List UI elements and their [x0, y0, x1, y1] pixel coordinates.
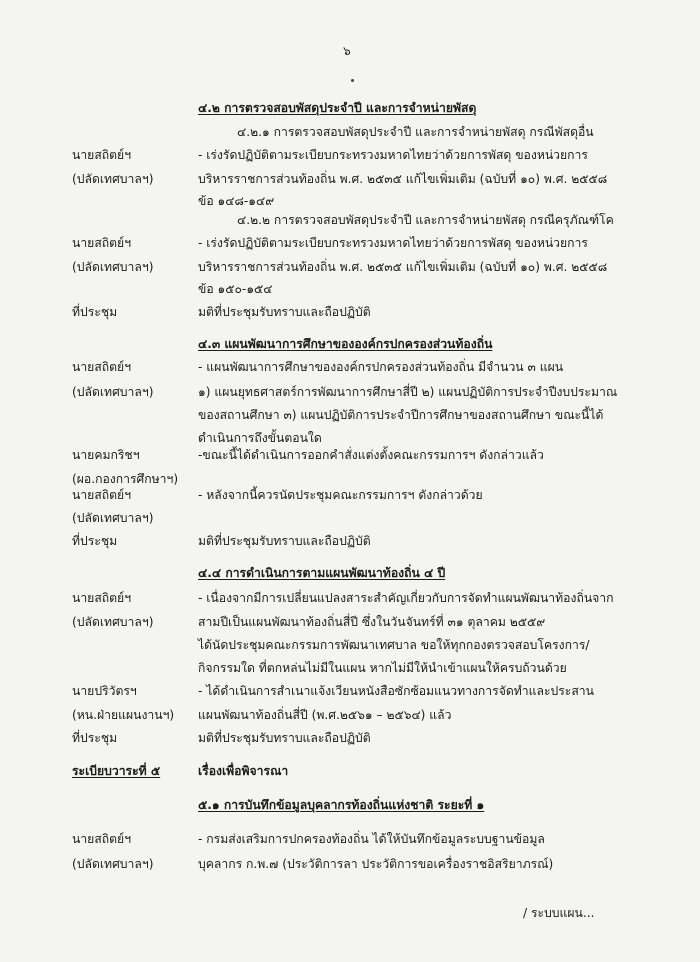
speaker-role: (ปลัดเทศบาลฯ) — [72, 511, 154, 525]
body-line: ๑) แผนยุทธศาสตร์การพัฒนาการศึกษาสี่ปี ๒) แผนปฏิบัติการประจำปีงบประมาณ — [198, 385, 618, 399]
body-line: บริหารราชการส่วนท้องถิ่น พ.ศ. ๒๕๓๕ แก้ไขเพิ่มเติม (ฉบับที่ ๑๐) พ.ศ. ๒๕๕๘ — [198, 260, 608, 274]
body-line: ของสถานศึกษา ๓) แผนปฏิบัติการประจำปีการศึกษาของสถานศึกษา ขณะนี้ได้ — [198, 408, 604, 422]
body-line: - กรมส่งเสริมการปกครองท้องถิ่น ได้ให้บันทึกข้อมูลระบบฐานข้อมูล — [198, 832, 545, 846]
subsection-title: ๔.๒.๑ การตรวจสอบพัสดุประจำปี และการจำหน่ายพัสดุ กรณีพัสดุอื่น — [237, 125, 594, 139]
speaker-name: นายสถิตย์ฯ — [72, 488, 132, 502]
body-line: - เนื่องจากมีการเปลี่ยนแปลงสาระสำคัญเกี่ยวกับการจัดทำแผนพัฒนาท้องถิ่นจาก — [198, 591, 614, 605]
body-line: ข้อ ๑๔๘-๑๔๙ — [198, 194, 275, 208]
section-heading-4-3: ๔.๓ แผนพัฒนาการศึกษาขององค์กรปกครองส่วนท้องถิ่น — [198, 337, 493, 351]
speaker-name: นายสถิตย์ฯ — [72, 236, 132, 250]
speaker-name: นายปริวัตรฯ — [72, 684, 137, 698]
section-heading-4-2: ๔.๒ การตรวจสอบพัสดุประจำปี และการจำหน่ายพัสดุ — [198, 101, 477, 115]
meeting-result: มติที่ประชุมรับทราบและถือปฏิบัติ — [198, 731, 371, 745]
body-line: สามปีเป็นแผนพัฒนาท้องถิ่นสี่ปี ซึ่งในวันจันทร์ที่ ๓๑ ตุลาคม ๒๕๕๙ — [198, 615, 546, 629]
speaker-role: (ปลัดเทศบาลฯ) — [72, 857, 154, 871]
body-line: ข้อ ๑๕๐-๑๕๔ — [198, 282, 273, 296]
body-line: - เร่งรัดปฏิบัติตามระเบียบกระทรวงมหาดไทยว่าด้วยการพัสดุ ของหน่วยการ — [198, 148, 588, 162]
meeting-label: ที่ประชุม — [72, 534, 118, 548]
speaker-name: นายสถิตย์ฯ — [72, 360, 132, 374]
meeting-label: ที่ประชุม — [72, 305, 118, 319]
speaker-role: (ปลัดเทศบาลฯ) — [72, 172, 154, 186]
speaker-name: นายคมกริชฯ — [72, 448, 140, 462]
meeting-result: มติที่ประชุมรับทราบและถือปฏิบัติ — [198, 305, 371, 319]
speaker-name: นายสถิตย์ฯ — [72, 591, 132, 605]
speaker-role: (ผอ.กองการศึกษาฯ) — [72, 472, 179, 486]
body-line: กิจกรรมใด ที่ตกหล่นไม่มีในแผน หากไม่มีให้นำเข้าแผนให้ครบถ้วนด้วย — [198, 661, 567, 675]
speaker-role: (หน.ฝ่ายแผนงานฯ) — [72, 708, 175, 722]
section-heading-4-4: ๔.๔ การดำเนินการตามแผนพัฒนาท้องถิ่น ๔ ปี — [198, 566, 446, 580]
speaker-role: (ปลัดเทศบาลฯ) — [72, 260, 154, 274]
subsection-title: ๔.๒.๒ การตรวจสอบพัสดุประจำปี และการจำหน่ายพัสดุ กรณีครุภัณฑ์โค — [237, 213, 614, 227]
body-line: -ขณะนี้ได้ดำเนินการออกคำสั่งแต่งตั้งคณะกรรมการฯ ดังกล่าวแล้ว — [198, 448, 544, 462]
speaker-role: (ปลัดเทศบาลฯ) — [72, 615, 154, 629]
body-line: - หลังจากนี้ควรนัดประชุมคณะกรรมการฯ ดังกล่าวด้วย — [198, 488, 483, 502]
body-line: ได้นัดประชุมคณะกรรมการพัฒนาเทศบาล ขอให้ทุกกองตรวจสอบโครงการ/ — [198, 638, 590, 652]
body-line: แผนพัฒนาท้องถิ่นสี่ปี (พ.ศ.๒๕๖๑ – ๒๕๖๔) แล้ว — [198, 708, 452, 722]
body-line: บริหารราชการส่วนท้องถิ่น พ.ศ. ๒๕๓๕ แก้ไขเพิ่มเติม (ฉบับที่ ๑๐) พ.ศ. ๒๕๕๘ — [198, 172, 608, 186]
scan-speck — [351, 79, 354, 82]
meeting-label: ที่ประชุม — [72, 731, 118, 745]
body-line: ดำเนินการถึงขั้นตอนใด — [198, 431, 322, 445]
section-heading-5-1: ๕.๑ การบันทึกข้อมูลบุคลากรท้องถิ่นแห่งชาติ ระยะที่ ๑ — [198, 798, 485, 812]
agenda-label: ระเบียบวาระที่ ๕ — [72, 764, 161, 778]
speaker-role: (ปลัดเทศบาลฯ) — [72, 385, 154, 399]
meeting-result: มติที่ประชุมรับทราบและถือปฏิบัติ — [198, 534, 371, 548]
speaker-name: นายสถิตย์ฯ — [72, 148, 132, 162]
body-line: - ได้ดำเนินการสำเนาแจ้งเวียนหนังสือซักซ้อมแนวทางการจัดทำและประสาน — [198, 684, 594, 698]
body-line: - เร่งรัดปฏิบัติตามระเบียบกระทรวงมหาดไทยว่าด้วยการพัสดุ ของหน่วยการ — [198, 236, 588, 250]
body-line: - แผนพัฒนาการศึกษาขององค์กรปกครองส่วนท้องถิ่น มีจำนวน ๓ แผน — [198, 360, 564, 374]
body-line: บุคลากร ก.พ.๗ (ประวัติการลา ประวัติการขอเครื่องราชอิสริยาภรณ์) — [198, 857, 554, 871]
page-number: ๖ — [343, 44, 351, 58]
speaker-name: นายสถิตย์ฯ — [72, 832, 132, 846]
continuation-note: / ระบบแผน... — [523, 906, 595, 920]
agenda-title: เรื่องเพื่อพิจารณา — [198, 764, 289, 778]
